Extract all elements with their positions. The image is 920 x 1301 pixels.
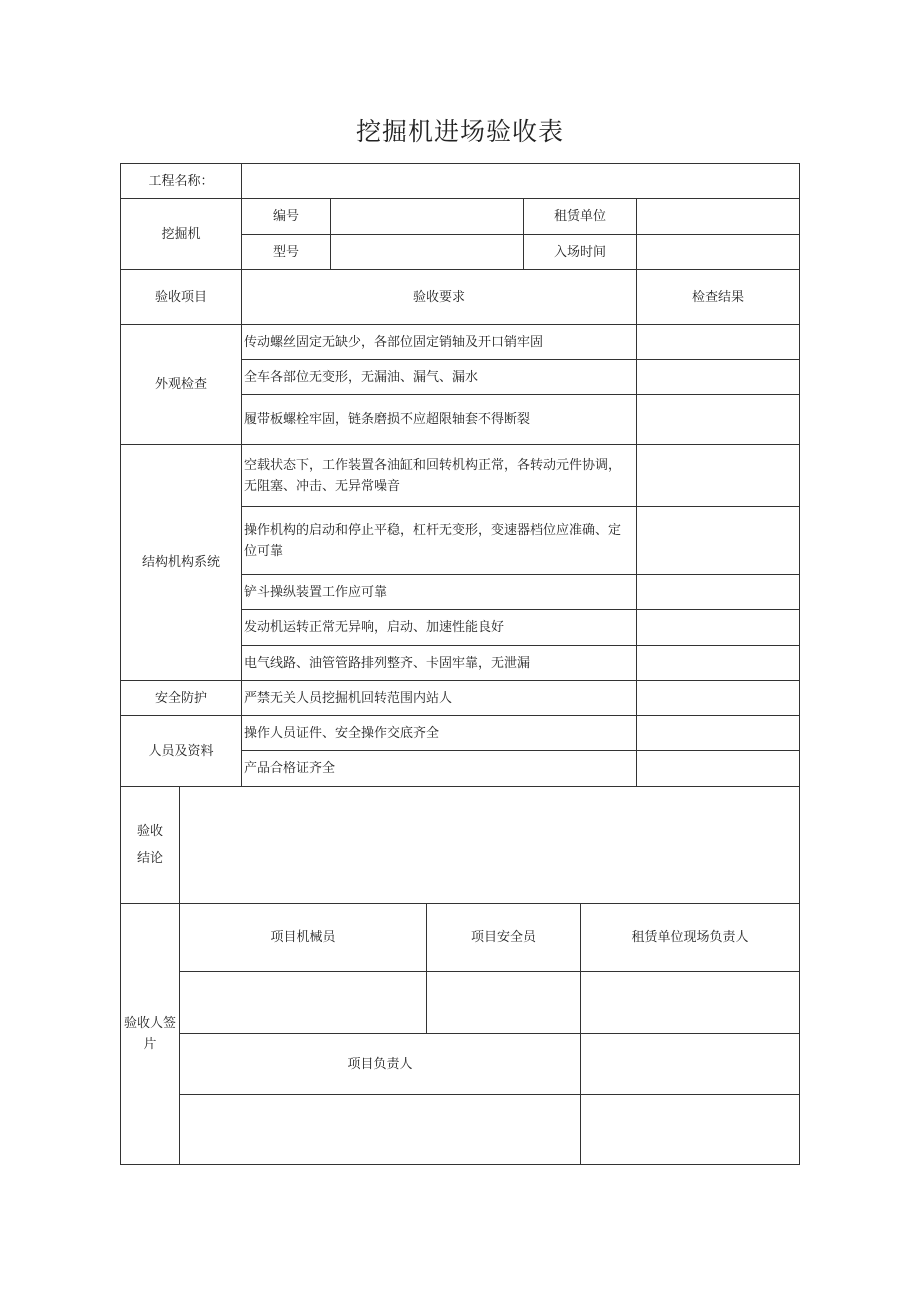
conclusion-field[interactable] (179, 786, 800, 903)
conclusion-label-line2: 结论 (136, 851, 163, 866)
blank-cell (580, 1094, 800, 1165)
result-cell[interactable] (636, 609, 800, 645)
safety-protection-label: 安全防护 (120, 680, 241, 715)
lessor-site-manager-signature-field[interactable] (580, 971, 800, 1033)
lessor-label: 租赁单位 (523, 198, 636, 234)
header-result: 检查结果 (636, 269, 800, 324)
requirement-cell: 铲斗操纵装置工作应可靠 (241, 574, 636, 609)
conclusion-label (120, 786, 179, 903)
model-label: 型号 (241, 234, 330, 269)
result-cell[interactable] (636, 359, 800, 394)
lessor-site-manager-label: 租赁单位现场负责人 (580, 903, 800, 971)
blank-cell (580, 1033, 800, 1094)
form-title: 挖掘机进场验收表 (355, 117, 564, 146)
project-name-field[interactable] (241, 163, 800, 198)
number-field[interactable] (330, 198, 523, 234)
entry-time-field[interactable] (636, 234, 800, 269)
mechanic-label: 项目机械员 (179, 903, 426, 971)
signatures-label (120, 903, 179, 1165)
result-cell[interactable] (636, 645, 800, 680)
requirement-cell: 空载状态下，工作装置各油缸和回转机构正常，各转动元件协调，无阻塞、冲击、无异常噪音 (241, 444, 636, 506)
result-cell[interactable] (636, 324, 800, 359)
project-name-label: 工程名称： (120, 163, 241, 198)
appearance-check-label: 外观检查 (120, 324, 241, 444)
result-cell[interactable] (636, 574, 800, 609)
requirement-cell: 发动机运转正常无异响，启动、加速性能良好 (241, 609, 636, 645)
signatures-label-line1: 验收人签 (123, 1016, 176, 1031)
requirement-cell: 传动螺丝固定无缺少，各部位固定销轴及开口销牢固 (241, 324, 636, 359)
lessor-field[interactable] (636, 198, 800, 234)
result-cell[interactable] (636, 444, 800, 506)
conclusion-label-line1: 验收 (136, 824, 163, 839)
entry-time-label: 入场时间 (523, 234, 636, 269)
requirement-cell: 操作机构的启动和停止平稳，杠杆无变形，变速器档位应准确、定位可靠 (241, 506, 636, 574)
mechanic-signature-field[interactable] (179, 971, 426, 1033)
safety-officer-signature-field[interactable] (426, 971, 580, 1033)
safety-officer-label: 项目安全员 (426, 903, 580, 971)
model-field[interactable] (330, 234, 523, 269)
requirement-cell: 产品合格证齐全 (241, 750, 636, 786)
personnel-documents-label: 人员及资料 (120, 715, 241, 786)
result-cell[interactable] (636, 715, 800, 750)
requirement-cell: 严禁无关人员挖掘机回转范围内站人 (241, 680, 636, 715)
header-requirement: 验收要求 (241, 269, 636, 324)
excavator-label: 挖掘机 (120, 198, 241, 269)
requirement-cell: 履带板螺栓牢固，链条磨损不应超限轴套不得断裂 (241, 394, 636, 444)
project-manager-signature-field[interactable] (179, 1094, 580, 1165)
result-cell[interactable] (636, 750, 800, 786)
signatures-label-line2: 片 (143, 1037, 157, 1052)
requirement-cell: 全车各部位无变形，无漏油、漏气、漏水 (241, 359, 636, 394)
number-label: 编号 (241, 198, 330, 234)
header-item: 验收项目 (120, 269, 241, 324)
requirement-cell: 电气线路、油管管路排列整齐、卡固牢靠，无泄漏 (241, 645, 636, 680)
requirement-cell: 操作人员证件、安全操作交底齐全 (241, 715, 636, 750)
result-cell[interactable] (636, 680, 800, 715)
result-cell[interactable] (636, 506, 800, 574)
structure-system-label: 结构机构系统 (120, 444, 241, 680)
project-manager-label: 项目负责人 (179, 1033, 580, 1094)
result-cell[interactable] (636, 394, 800, 444)
